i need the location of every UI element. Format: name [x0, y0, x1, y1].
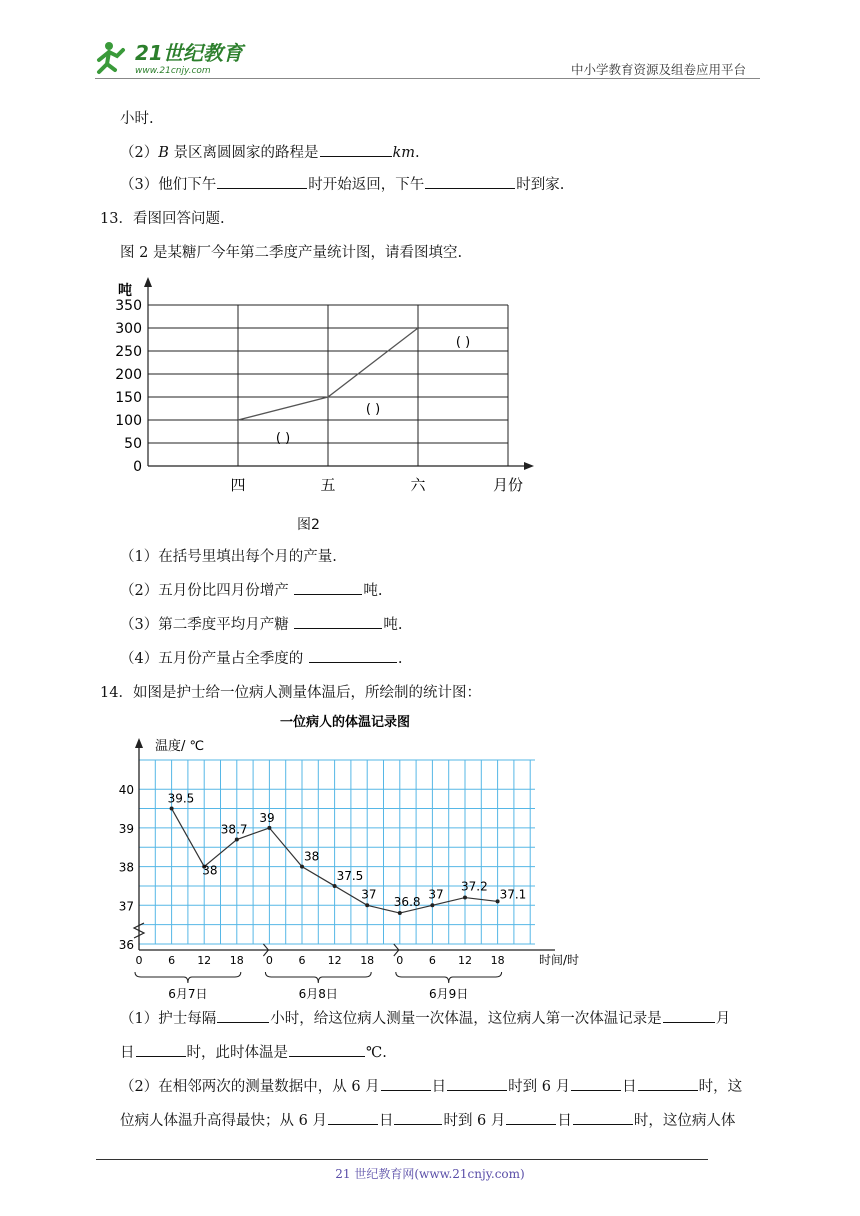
y-tick-label: 200 — [115, 367, 142, 383]
q14-sub2-f: 位病人体温升高得最快；从 6 月 — [120, 1113, 327, 1129]
q12-sub3-b: 时开始返回，下午 — [308, 177, 425, 193]
x-tick-label: 6 — [168, 954, 176, 967]
q14-sub1-line2 — [120, 1041, 387, 1062]
y-tick-label: 40 — [118, 783, 134, 798]
x-tick-label: 0 — [265, 954, 273, 967]
day-brace — [265, 972, 371, 983]
y-tick-label: 37 — [118, 899, 134, 914]
q12-line-hours: 小时. — [120, 111, 154, 127]
temperature-line-chart — [115, 708, 580, 1001]
x-tick-label: 12 — [458, 954, 472, 967]
footer-divider — [96, 1159, 708, 1160]
data-label: 38 — [202, 863, 218, 878]
q13-sub3 — [120, 613, 402, 634]
y-axis-arrow — [135, 738, 143, 748]
q12-sub2-unit: km — [392, 145, 416, 161]
data-point — [463, 896, 467, 900]
answer-blank[interactable] — [294, 580, 362, 595]
production-line-chart — [110, 268, 550, 496]
answer-blank[interactable] — [425, 174, 515, 189]
x-tick-label: 四 — [230, 476, 246, 494]
data-label: 37.5 — [336, 868, 364, 883]
footer-text: 21 世纪教育网(www.21cnjy.com) — [335, 1167, 525, 1181]
day-label: 6月9日 — [429, 987, 469, 1001]
q13-sub3-a: （3）第二季度平均月产糖 — [120, 617, 294, 633]
q14-sub2-b: 日 — [431, 1079, 447, 1095]
x-tick-label: 0 — [135, 954, 143, 967]
answer-blank[interactable] — [217, 1008, 269, 1023]
y-tick-label: 250 — [115, 344, 142, 360]
q14-sub2-e: 时，这 — [698, 1079, 743, 1095]
q14-sub2-i: 日 — [557, 1113, 572, 1129]
answer-blank[interactable] — [663, 1008, 715, 1023]
q12-sub3 — [120, 173, 564, 194]
q14-sub2-g: 日 — [378, 1113, 394, 1129]
answer-blank[interactable] — [328, 1110, 378, 1125]
answer-blank[interactable] — [447, 1076, 507, 1091]
answer-blank[interactable] — [506, 1110, 556, 1125]
answer-parentheses: ( ) — [275, 431, 291, 446]
q13-sub2-b: 吨. — [363, 583, 383, 599]
answer-blank[interactable] — [638, 1076, 698, 1091]
answer-blank[interactable] — [309, 648, 397, 663]
answer-blank[interactable] — [294, 614, 382, 629]
answer-blank[interactable] — [573, 1110, 633, 1125]
day-brace — [396, 972, 502, 983]
header-divider — [95, 78, 760, 79]
q13-sub4-b: . — [397, 651, 403, 667]
q12-sub2-prefix: （2） — [120, 145, 159, 161]
q14-sub2-h: 时到 6 月 — [443, 1113, 506, 1129]
data-label: 39.5 — [167, 791, 195, 806]
data-point — [398, 911, 402, 915]
data-label: 36.8 — [393, 895, 421, 910]
y-tick-label: 50 — [124, 436, 142, 452]
answer-blank[interactable] — [571, 1076, 621, 1091]
q13-sub2-a: （2）五月份比四月份增产 — [120, 583, 294, 599]
q14-sub1-c: 月 — [715, 1011, 731, 1027]
y-tick-label: 36 — [118, 938, 134, 952]
y-tick-label: 150 — [115, 390, 142, 406]
q12-sub3-a: （3）他们下午 — [120, 177, 217, 193]
x-tick-label: 六 — [410, 476, 426, 494]
y-tick-label: 39 — [118, 821, 134, 836]
q12-sub2-b: B — [158, 145, 169, 161]
chart-title: 一位病人的体温记录图 — [279, 715, 411, 730]
y-tick-label: 100 — [115, 413, 142, 429]
q14-sub2-a: （2）在相邻两次的测量数据中，从 6 月 — [120, 1079, 380, 1095]
data-label: 38 — [304, 849, 320, 864]
q13-title: 13．看图回答问题. — [100, 211, 225, 227]
q13-sub4-a: （4）五月份产量占全季度的 — [120, 651, 308, 667]
answer-parentheses: ( ) — [455, 335, 471, 350]
x-axis-label: 月份 — [492, 476, 524, 494]
q12-sub2 — [120, 141, 420, 162]
answer-blank[interactable] — [320, 142, 392, 157]
q14-sub1-b: 小时，给这位病人测量一次体温，这位病人第一次体温记录是 — [270, 1011, 662, 1027]
q14-sub2-line2 — [120, 1109, 735, 1130]
y-axis-label: 吨 — [118, 283, 132, 299]
x-tick-label: 五 — [320, 476, 336, 494]
x-tick-label: 0 — [396, 954, 404, 967]
figure-caption: 图2 — [297, 517, 320, 533]
y-axis-arrow — [144, 277, 152, 287]
y-axis-label: 温度/ ℃ — [155, 739, 205, 754]
x-tick-label: 12 — [197, 954, 212, 967]
answer-blank[interactable] — [289, 1042, 365, 1057]
data-point — [235, 838, 239, 842]
day-label: 6月8日 — [298, 987, 338, 1001]
q14-sub2-d: 日 — [622, 1079, 637, 1095]
x-tick-label: 6 — [428, 954, 436, 967]
q13-sub1: （1）在括号里填出每个月的产量. — [120, 549, 337, 565]
q14-title: 14．如图是护士给一位病人测量体温后，所绘制的统计图： — [100, 685, 481, 701]
q14-sub1-d: 日 — [120, 1045, 135, 1061]
q12-sub3-c: 时到家. — [516, 177, 565, 193]
q12-sub2-text: 景区离圆圆家的路程是 — [168, 145, 319, 161]
answer-blank[interactable] — [381, 1076, 431, 1091]
x-tick-label: 12 — [327, 954, 342, 967]
q14-sub1-f: ℃. — [366, 1045, 387, 1061]
data-label: 37 — [428, 887, 444, 902]
x-axis-label: 时间/时 — [539, 953, 580, 967]
y-tick-label: 350 — [115, 298, 142, 314]
svg-text:www.21cnjy.com: www.21cnjy.com — [135, 66, 211, 76]
data-point — [365, 903, 369, 907]
q14-sub2-line1 — [120, 1075, 742, 1096]
x-tick-label: 6 — [298, 954, 306, 967]
header-platform-text: 中小学教育资源及组卷应用平台 — [571, 62, 747, 77]
data-label: 39 — [259, 810, 275, 825]
q13-sub2 — [120, 579, 382, 600]
q14-sub2-c: 时到 6 月 — [508, 1079, 571, 1095]
q14-sub1-line1 — [120, 1007, 730, 1028]
data-label: 37.1 — [499, 887, 527, 902]
data-label: 37.2 — [461, 879, 488, 894]
day-label: 6月7日 — [168, 987, 208, 1001]
runner-icon — [99, 42, 123, 72]
q13-sub3-b: 吨. — [383, 617, 403, 633]
q13-intro: 图 2 是某糖厂今年第二季度产量统计图，请看图填空. — [120, 245, 463, 261]
data-point — [300, 865, 304, 869]
q13-sub4 — [120, 647, 402, 668]
data-point — [267, 826, 271, 830]
x-axis-arrow — [524, 462, 534, 470]
y-tick-label: 0 — [133, 459, 142, 475]
data-point — [333, 884, 337, 888]
axis-break-icon — [134, 923, 144, 938]
y-tick-label: 38 — [118, 860, 134, 875]
q14-sub2-j: 时，这位病人体 — [633, 1113, 736, 1129]
answer-blank[interactable] — [217, 174, 307, 189]
x-tick-label: 18 — [229, 954, 244, 967]
answer-blank[interactable] — [394, 1110, 442, 1125]
q14-sub1-a: （1）护士每隔 — [120, 1011, 217, 1027]
q12-sub2-end: . — [415, 145, 420, 161]
site-logo — [95, 38, 265, 78]
data-label: 38.7 — [220, 822, 248, 837]
svg-text:21世纪教育: 21世纪教育 — [135, 41, 243, 65]
x-tick-label: 18 — [490, 954, 505, 967]
q14-sub1-e: 时，此时体温是 — [186, 1045, 288, 1061]
data-point — [170, 807, 174, 811]
data-label: 37 — [361, 887, 377, 902]
answer-parentheses: ( ) — [365, 402, 381, 417]
data-point — [430, 903, 434, 907]
x-tick-label: 18 — [360, 954, 375, 967]
y-tick-label: 300 — [115, 321, 142, 337]
day-brace — [135, 972, 241, 983]
answer-blank[interactable] — [136, 1042, 186, 1057]
